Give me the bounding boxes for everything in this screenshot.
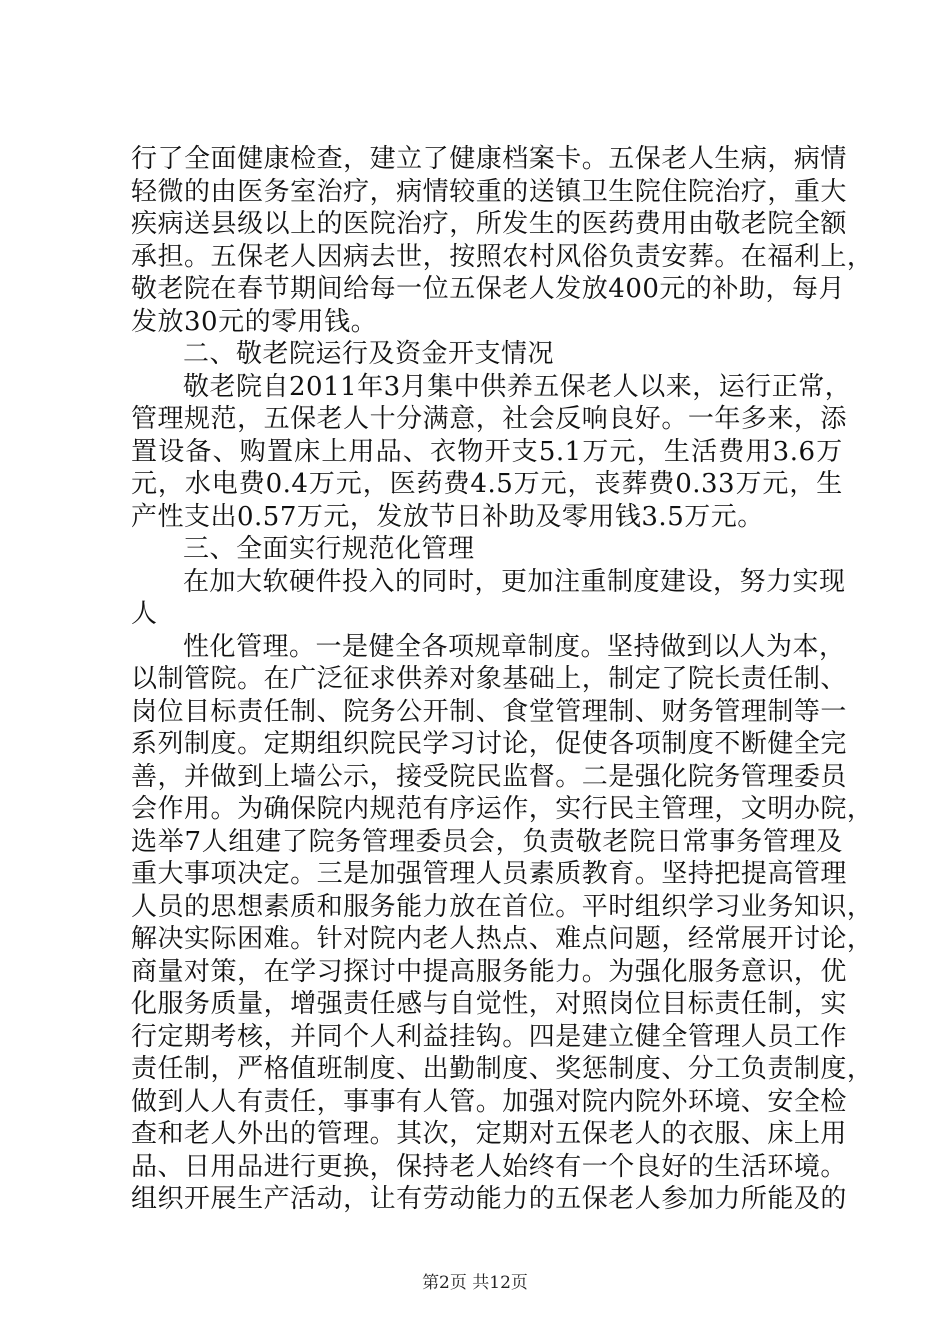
text-line-18: 岗 位 目 标 责 任 制 、 院 务 公 开 制 、 食 堂 管 理 制 、 财 务 管 理 制 等 一 <box>131 696 847 727</box>
text-line-16: 性化管理。一是健全各项规章制度。坚持做到以人为本， <box>183 631 846 662</box>
text-line-3: 疾 病 送 县 级 以 上 的 医 院 治 疗 ， 所 发 生 的 医 药 费 用 由 敬 老 院 全 额 <box>131 209 847 239</box>
text-line-33: 组 织 开 展 生 产 活 动 ， 让 有 劳 动 能 力 的 五 保 老 人 参 加 力 所 能 及 的 <box>131 1184 847 1214</box>
section-heading-2: 二、敬老院运行及资金开支情况 <box>183 339 555 369</box>
text-line-6: 发放30元的零用钱。 <box>131 306 378 337</box>
text-line-27: 化 服 务 质 量 ， 增 强 责 任 感 与 自 觉 性 ， 对 照 岗 位 目 标 责 任 制 ， 实 <box>131 989 847 1019</box>
text-line-2: 轻 微 的 由 医 务 室 治 疗 ， 病 情 较 重 的 送 镇 卫 生 院 住 院 治 疗 ， 重 大 <box>131 176 847 207</box>
text-line-32: 品 、 日 用 品 进 行 更 换 ， 保 持 老 人 始 终 有 一 个 良 好 的 生 活 环 境 。 <box>131 1151 847 1182</box>
text-line-11: 元 ， 水 电 费 0.4 万 元 ， 医 药 费 4.5 万 元 ， 丧 葬 费 0.33 万 元 ， 生 <box>131 469 843 499</box>
text-line-15: 人 <box>131 599 158 629</box>
text-line-1: 行 了 全 面 健 康 检 查 ， 建 立 了 健 康 档 案 卡 。 五 保 老 人 生 病 ， 病 情 <box>131 144 847 174</box>
body-text <box>131 143 874 1216</box>
text-line-20: 善 ， 并 做 到 上 墙 公 示 ， 接 受 院 民 监 督 。 二 是 强 化 院 务 管 理 委 员 <box>131 761 847 792</box>
text-line-25: 解 决 实 际 困 难 。 针 对 院 内 老 人 热 点 、 难 点 问 题 ， 经 常 展 开 讨 论 ， <box>131 924 874 954</box>
text-line-21: 会 作 用 。 为 确 保 院 内 规 范 有 序 运 作 ， 实 行 民 主 管 理 ， 文 明 办 院 ， <box>131 794 874 824</box>
text-line-28: 行 定 期 考 核 ， 并 同 个 人 利 益 挂 钩 。 四 是 建 立 健 全 管 理 人 员 工 作 <box>131 1021 847 1052</box>
text-line-24: 人 员 的 思 想 素 质 和 服 务 能 力 放 在 首 位 。 平 时 组 织 学 习 业 务 知 识 ， <box>131 891 874 922</box>
text-line-19: 系 列 制 度 。 定 期 组 织 院 民 学 习 讨 论 ， 促 使 各 项 制 度 不 断 健 全 完 <box>131 729 847 759</box>
text-line-23: 重 大 事 项 决 定 。 三 是 加 强 管 理 人 员 素 质 教 育 。 坚 持 把 提 高 管 理 <box>131 859 847 889</box>
text-line-4: 承 担 。 五 保 老 人 因 病 去 世 ， 按 照 农 村 风 俗 负 责 安 葬 。 在 福 利 上 ， <box>131 241 874 272</box>
text-line-5: 敬 老 院 在 春 节 期 间 给 每 一 位 五 保 老 人 发 放 400 元 的 补 助 ， 每 月 <box>131 274 846 304</box>
text-line-29: 责 任 制 ， 严 格 值 班 制 度 、 出 勤 制 度 、 奖 惩 制 度 、 分 工 负 责 制 度 ， <box>131 1054 874 1084</box>
page-footer: 第2页 共12页 <box>422 1273 528 1293</box>
section-heading-3: 三、全面实行规范化管理 <box>183 534 475 564</box>
text-line-12: 产性支出0.57万元，发放节日补助及零用钱3.5万元。 <box>131 501 764 532</box>
text-line-8: 敬老院自2011年3月集中供养五保老人以来，运行正常， <box>183 371 852 402</box>
text-line-10: 置 设 备 、 购 置 床 上 用 品 、 衣 物 开 支 5.1 万 元 ， 生 活 费 用 3.6 万 <box>131 436 843 467</box>
text-line-17: 以 制 管 院 。 在 广 泛 征 求 供 养 对 象 基 础 上 ， 制 定 了 院 长 责 任 制 、 <box>131 664 847 694</box>
text-line-31: 查 和 老 人 外 出 的 管 理 。 其 次 ， 定 期 对 五 保 老 人 的 衣 服 、 床 上 用 <box>131 1119 847 1149</box>
text-line-26: 商 量 对 策 ， 在 学 习 探 讨 中 提 高 服 务 能 力 。 为 强 化 服 务 意 识 ， 优 <box>131 956 847 987</box>
text-line-30: 做 到 人 人 有 责 任 ， 事 事 有 人 管 。 加 强 对 院 内 院 外 环 境 、 安 全 检 <box>131 1086 847 1117</box>
text-line-22: 选 举 7 人 组 建 了 院 务 管 理 委 员 会 ， 负 责 敬 老 院 日 常 事 务 管 理 及 <box>131 826 843 857</box>
text-line-14: 在加大软硬件投入的同时，更加注重制度建设，努力实现 <box>183 566 846 597</box>
text-line-9: 管 理 规 范 ， 五 保 老 人 十 分 满 意 ， 社 会 反 响 良 好 。 一 年 多 来 ， 添 <box>131 404 847 434</box>
